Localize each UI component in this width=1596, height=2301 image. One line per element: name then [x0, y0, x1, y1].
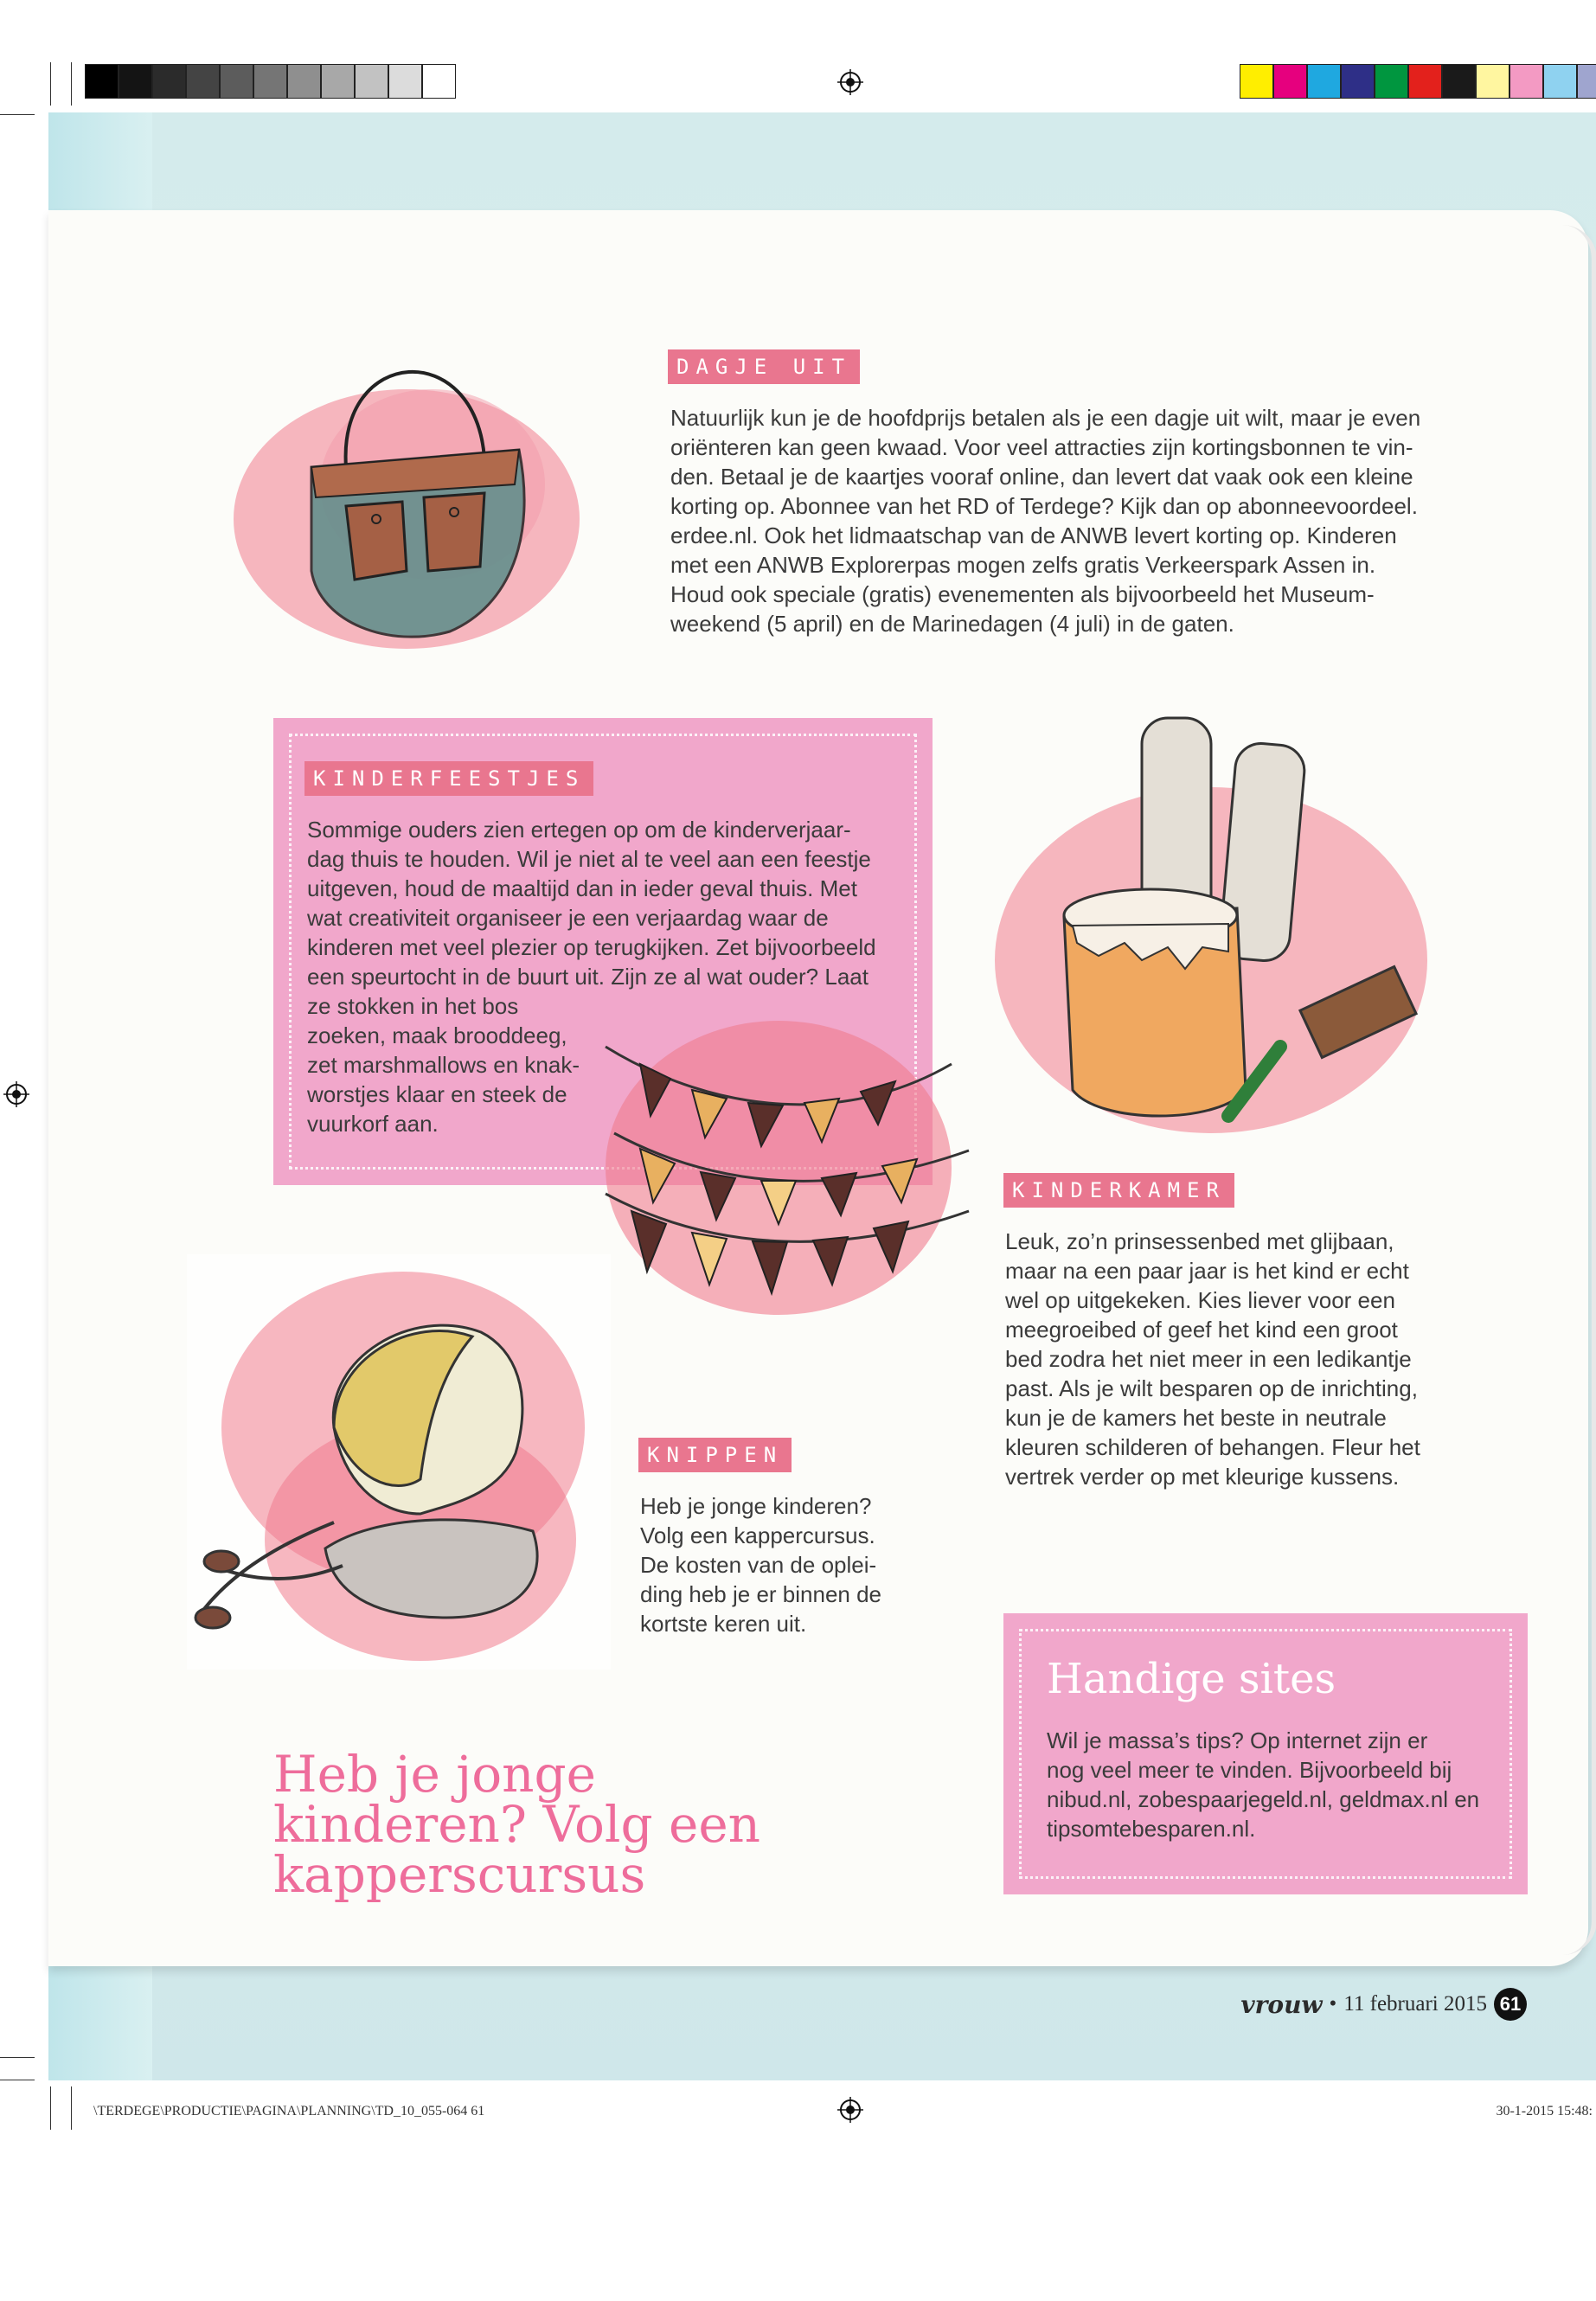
calibration-swatch: [1476, 64, 1509, 99]
text-line: wel op uitgekeken. Kies liever voor een: [1005, 1287, 1395, 1313]
calibration-swatch: [388, 64, 422, 99]
text-line: Heb je jonge kinderen?: [640, 1493, 872, 1519]
registration-mark-icon: [837, 2097, 863, 2123]
text-line: dag thuis te houden. Wil je niet al te veel aan een feestje: [307, 846, 871, 872]
kinderkamer-text: [1005, 1227, 1420, 1491]
text-line: meegroeibed of geef het kind een groot: [1005, 1317, 1398, 1343]
grayscale-calibration-bar: [85, 64, 456, 99]
magazine-brand: vrouw: [1240, 1990, 1323, 2019]
calibration-swatch: [1273, 64, 1307, 99]
calibration-swatch: [1408, 64, 1442, 99]
handbag-illustration-icon: [216, 311, 597, 675]
crop-mark: [0, 2057, 35, 2058]
text-line: zoeken, maak brooddeeg,: [307, 1022, 567, 1048]
text-line: wat creativiteit organiseer je een verjaardag waar de: [307, 905, 829, 931]
haircut-illustration-icon: [187, 1254, 611, 1670]
bunting-illustration-icon: [588, 995, 986, 1324]
text-line: kun je de kamers het beste in neutrale: [1005, 1405, 1387, 1431]
handige-sites-text: [1047, 1726, 1479, 1843]
text-line: ding heb je er binnen de: [640, 1581, 882, 1607]
page-footer: [1240, 1987, 1527, 2022]
color-calibration-bar: [1240, 64, 1596, 99]
print-slug-timestamp: 30-1-2015 15:48:: [1496, 2104, 1593, 2118]
text-line: den. Betaal je de kaartjes vooraf online, dan levert dat vaak ook een kleine: [670, 464, 1413, 490]
print-slug-path: \TERDEGE\PRODUCTIE\PAGINA\PLANNING\TD_10_055-064 61: [93, 2104, 485, 2118]
knippen-text: [640, 1491, 881, 1638]
text-line: Houd ook speciale (gratis) evenementen als bijvoorbeeld het Museum-: [670, 581, 1375, 607]
pull-quote-line: Heb je jonge: [273, 1745, 596, 1804]
text-line: uitgeven, houd de maaltijd dan in ieder geval thuis. Met: [307, 875, 857, 901]
crop-mark: [0, 114, 35, 115]
text-line: met een ANWB Explorerpas mogen zelfs gratis Verkeerspark Assen in.: [670, 552, 1376, 578]
calibration-swatch: [186, 64, 220, 99]
text-line: De kosten van de oplei-: [640, 1552, 877, 1578]
calibration-swatch: [152, 64, 186, 99]
text-line: Sommige ouders zien ertegen op om de kinderverjaar-: [307, 817, 851, 843]
text-line: een speurtocht in de buurt uit. Zijn ze al wat ouder? Laat: [307, 964, 869, 990]
text-line: tipsomtebesparen.nl.: [1047, 1816, 1256, 1842]
calibration-swatch: [253, 64, 287, 99]
registration-mark-icon: [3, 1081, 29, 1107]
paint-rolls-illustration-icon: [969, 709, 1453, 1150]
text-line: weekend (5 april) en de Marinedagen (4 juli) in de gaten.: [670, 611, 1234, 637]
calibration-swatch: [1375, 64, 1408, 99]
calibration-swatch: [422, 64, 456, 99]
text-line: nog veel meer te vinden. Bijvoorbeeld bij: [1047, 1757, 1452, 1783]
text-line: Wil je massa’s tips? Op internet zijn er: [1047, 1727, 1428, 1753]
calibration-swatch: [1577, 64, 1596, 99]
crop-mark: [50, 2086, 51, 2130]
calibration-swatch: [1240, 64, 1273, 99]
pull-quote-line: kapperscursus: [273, 1845, 646, 1904]
text-line: zet marshmallows en knak-: [307, 1052, 580, 1078]
crop-mark: [50, 62, 51, 106]
calibration-swatch: [1307, 64, 1341, 99]
text-line: Leuk, zo’n prinsessenbed met glijbaan,: [1005, 1228, 1394, 1254]
calibration-swatch: [1543, 64, 1577, 99]
content-card-edge: [1557, 225, 1596, 1955]
calibration-swatch: [1341, 64, 1375, 99]
text-line: ze stokken in het bos: [307, 993, 519, 1019]
text-line: vuurkorf aan.: [307, 1111, 439, 1137]
text-line: kleuren schilderen of behangen. Fleur het: [1005, 1434, 1420, 1460]
handige-sites-title: Handige sites: [1047, 1655, 1336, 1703]
text-line: korting op. Abonnee van het RD of Terdege? Kijk dan op abonneevoordeel.: [670, 493, 1418, 519]
calibration-swatch: [220, 64, 253, 99]
footer-separator: •: [1329, 1992, 1337, 2016]
pull-quote: [273, 1745, 827, 1904]
text-line: past. Als je wilt besparen op de inrichting,: [1005, 1375, 1418, 1401]
text-line: worstjes klaar en steek de: [307, 1081, 567, 1107]
dagje-uit-text: [670, 403, 1420, 638]
calibration-swatch: [287, 64, 321, 99]
section-label-dagje-uit: DAGJE UIT: [668, 349, 860, 384]
calibration-swatch: [321, 64, 355, 99]
calibration-swatch: [1509, 64, 1543, 99]
text-line: bed zodra het niet meer in een ledikantje: [1005, 1346, 1412, 1372]
text-line: maar na een paar jaar is het kind er echt: [1005, 1258, 1409, 1284]
text-line: kortste keren uit.: [640, 1611, 807, 1637]
calibration-swatch: [1442, 64, 1476, 99]
issue-date: 11 februari 2015: [1343, 1992, 1487, 2016]
text-line: Volg een kappercursus.: [640, 1522, 875, 1548]
text-line: kinderen met veel plezier op terugkijken. Zet bijvoorbeeld: [307, 934, 876, 960]
text-line: nibud.nl, zobespaarjegeld.nl, geldmax.nl en: [1047, 1786, 1480, 1812]
text-line: Natuurlijk kun je de hoofdprijs betalen als je een dagje uit wilt, maar je even: [670, 405, 1421, 431]
crop-mark: [71, 2086, 72, 2130]
crop-mark: [71, 62, 72, 106]
page-number: 61: [1494, 1988, 1527, 2021]
section-label-knippen: KNIPPEN: [638, 1438, 792, 1472]
text-line: vertrek verder op met kleurige kussens.: [1005, 1464, 1400, 1490]
calibration-swatch: [355, 64, 388, 99]
section-label-kinderfeestjes: KINDERFEESTJES: [304, 761, 593, 796]
pull-quote-line: kinderen? Volg een: [273, 1795, 761, 1854]
calibration-swatch: [85, 64, 119, 99]
text-line: erdee.nl. Ook het lidmaatschap van de ANWB levert korting op. Kinderen: [670, 522, 1397, 548]
calibration-swatch: [119, 64, 152, 99]
registration-mark-icon: [837, 69, 863, 95]
section-label-kinderkamer: KINDERKAMER: [1003, 1173, 1234, 1208]
text-line: oriënteren kan geen kwaad. Voor veel attracties zijn kortingsbonnen te vin-: [670, 434, 1413, 460]
